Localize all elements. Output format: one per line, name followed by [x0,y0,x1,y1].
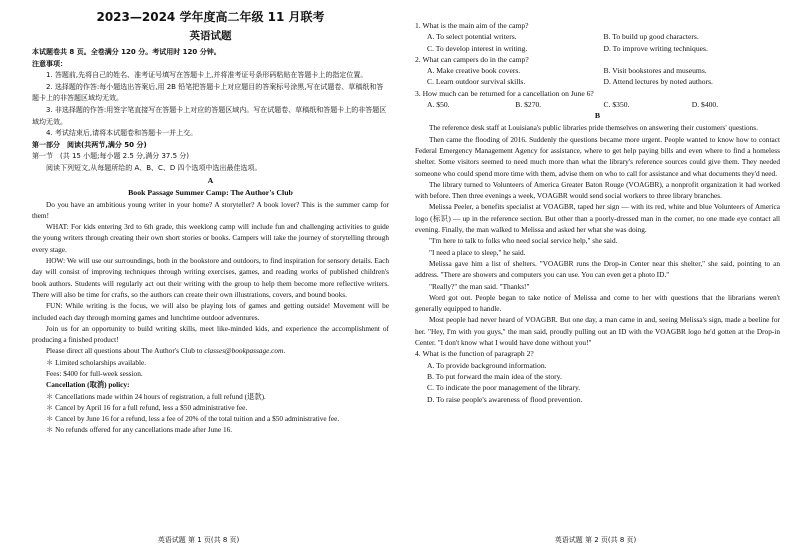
option: B. To put forward the main idea of the story. [427,371,562,381]
question-options [415,65,780,88]
passage-paragraph: Most people had never heard of VOAGBR. But one day, a man came in and, seeing Melissa's sign, made a beeline for her. "Hey, I'm with you guys," the man said, proudly pulling out an ID with the VOAGBR logo he'd gotten at the Drop-in Center. "I don't know what I would have done without you!" [415,315,780,348]
passage-letter: B [594,111,601,121]
option: C. To develop interest in writing. [427,43,528,53]
scholarship-note: ＊ Limited scholarships available. [46,357,147,367]
passage-paragraph: "I need a place to sleep," he said. [429,247,526,257]
notice-item: 3. 非选择题的作答:用签字笔直接写在答题卡上对应的答题区域内。写在试题卷、草稿纸和答题卡上的非答题区域均无效。 [32,105,387,126]
option: A. $50. [427,100,450,110]
question-stem: 1. What is the main aim of the camp? [415,21,529,30]
option: D. To raise people's awareness of flood prevention. [427,394,583,404]
option: D. Attend lectures by noted authors. [603,77,713,87]
page-footer: 英语试题 第 2 页(共 8 页) [554,536,637,544]
cancellation-item: ＊ Cancellations made within 24 hours of registration, a full refund (退款). [46,391,266,401]
option: D. To improve writing techniques. [603,43,708,53]
notice-item: 2. 选择题的作答:每小题选出答案后,用 2B 铅笔把答题卡上对应题目的答案标号涂黑,写在试题卷、草稿纸和答题卡上的非答题区域均无效。 [32,82,384,103]
page-footer: 英语试题 第 1 页(共 8 页) [157,536,240,544]
passage-letter: A [207,175,214,185]
passage-paragraph: WHAT: For kids entering 3rd to 6th grade, this weeklong camp will include fun and challenging activities to guide the young writers through creating their own short stories or books. Campers will take the journey of storytelling through every stage. [32,222,389,254]
passage-paragraph: "I'm here to talk to folks who need social service help," she said. [429,236,618,246]
part-heading: 第一部分 阅读(共两节,满分 50 分) [32,140,147,149]
cancellation-item: ＊ Cancel by April 16 for a full refund, less a $50 administrative fee. [46,402,248,412]
question-options [415,99,780,110]
option: C. $350. [603,100,630,110]
option: B. Visit bookstores and museums. [603,66,707,76]
notice-title: 注意事项： [32,59,67,68]
option: C. Learn outdoor survival skills. [427,77,526,87]
option: A. Make creative book covers. [427,66,521,76]
cancellation-title: Cancellation (取消) policy: [46,380,130,390]
instructions: 阅读下列短文,从每题所给的 A、B、C、D 四个选项中选出最佳选项。 [46,163,262,172]
option: A. To select potential writers. [427,32,517,42]
passage-paragraph: Word got out. People began to take notice of Melissa and come to her with questions that the librarians weren't generally equipped to handle. [415,292,780,314]
passage-paragraph: HOW: We will use our surroundings, both in the bookstore and outdoors, to find inspiration for sensory details. Each day will consist of improving techniques through writing exercises, games, and reading works of published children's book authors. Students will regularly act out their writing with the group to help them become more reflective writers. There will also be time for crafts, so the authors can create their own illustrations, covers, and bound books. [32,256,389,299]
passage-paragraph: Do you have an ambitious young writer in your home? A storyteller? A book lover? This is the summer camp for them! [32,199,389,220]
passage-title: Book Passage Summer Camp: The Author's Club [128,187,293,197]
option: A. To provide background information. [427,360,547,370]
contact-prefix: Please direct all questions about The Author's Club to [46,346,205,356]
cancellation-item: ＊ No refunds offered for any cancellations made after June 16. [46,425,233,435]
section-heading: 第一节 (共 15 小题;每小题 2.5 分,满分 37.5 分) [32,152,190,161]
passage-paragraph: "Really?" the man said. "Thanks!" [429,281,530,291]
question-stem: 3. How much can be returned for a cancellation on June 6? [415,88,594,98]
notice-item: 4. 考试结束后,请将本试题卷和答题卡一并上交。 [46,129,198,138]
passage-paragraph: The library turned to Volunteers of America Greater Baton Rouge (VOAGBR), a nonprofit organization it had worked with before. Then three evenings a week, VOAGBR would send social workers to three library branches. [415,179,780,201]
passage-paragraph: Join us for an opportunity to build writing skills, meet like-minded kids, and experience the accomplishment of producing a finished product! [32,323,389,345]
option: C. To indicate the poor management of the library. [427,383,581,393]
passage-paragraph: FUN: While writing is the focus, we will also be playing lots of games and getting outside! Movement will be included each day through morning games and lunchtime outdoor adventures. [32,301,389,322]
passage-paragraph: Melissa gave him a list of shelters. "VOAGBR runs the Drop-in Center near this shelter," she said, pointing to an address. "There are showers and computers you can use. You can even get a photo ID." [415,258,780,280]
contact-email: classes@bookpassage.com [204,346,284,356]
exam-title: 2023—2024 学年度高二年级 11 月联考 [96,10,325,24]
passage-paragraph: Melissa Peeler, a benefits specialist at VOAGBR, taped her sign — with its red, white and blue Volunteers of America logo (标识) — up in the reference section. But other than a poorly-dressed man in the corner, no one made eye contact all evening. Finally, the man walked to Melissa and asked her what she was doing. [415,202,780,235]
contact-suffix: . [283,346,286,356]
notice-item: 1. 答题前,先将自己的姓名、准考证号填写在答题卡上,并将准考证号条形码粘贴在答题卡上的指定位置。 [46,71,368,80]
exam-subtitle: 英语试题 [189,30,232,42]
fees-line: Fees: $400 for full-week session. [46,368,143,378]
cancellation-item: ＊ Cancel by June 16 for a refund, less a fee of 20% of the total tuition and a $50 administrative fee. [46,414,340,424]
question-stem: 4. What is the function of paragraph 2? [415,349,534,359]
question-stem: 2. What can campers do in the camp? [415,54,529,64]
option: B. To build up good characters. [603,32,699,42]
option: B. $270. [515,100,542,110]
exam-intro: 本试题卷共 8 页。全卷满分 120 分。考试用时 120 分钟。 [32,48,221,56]
exam-page-2 [397,0,794,551]
passage-paragraph: The reference desk staff at Louisiana's public libraries pride themselves on answering their customers' questions. [429,123,758,133]
contact-line [32,345,389,356]
passage-paragraph: Then came the flooding of 2016. Suddenly the questions became more urgent. People wanted to know how to contact Federal Emergency Management Agency for assistance, where to get help paying bills and even where to find a homeless shelter. Some visitors seemed to need much more than what the library's reference sources could give them. They needed someone who could spend more time with them, advise them on who to call for assistance and what documents they'd need. [415,134,780,178]
option: D. $400. [691,100,719,110]
question-options [415,31,780,54]
